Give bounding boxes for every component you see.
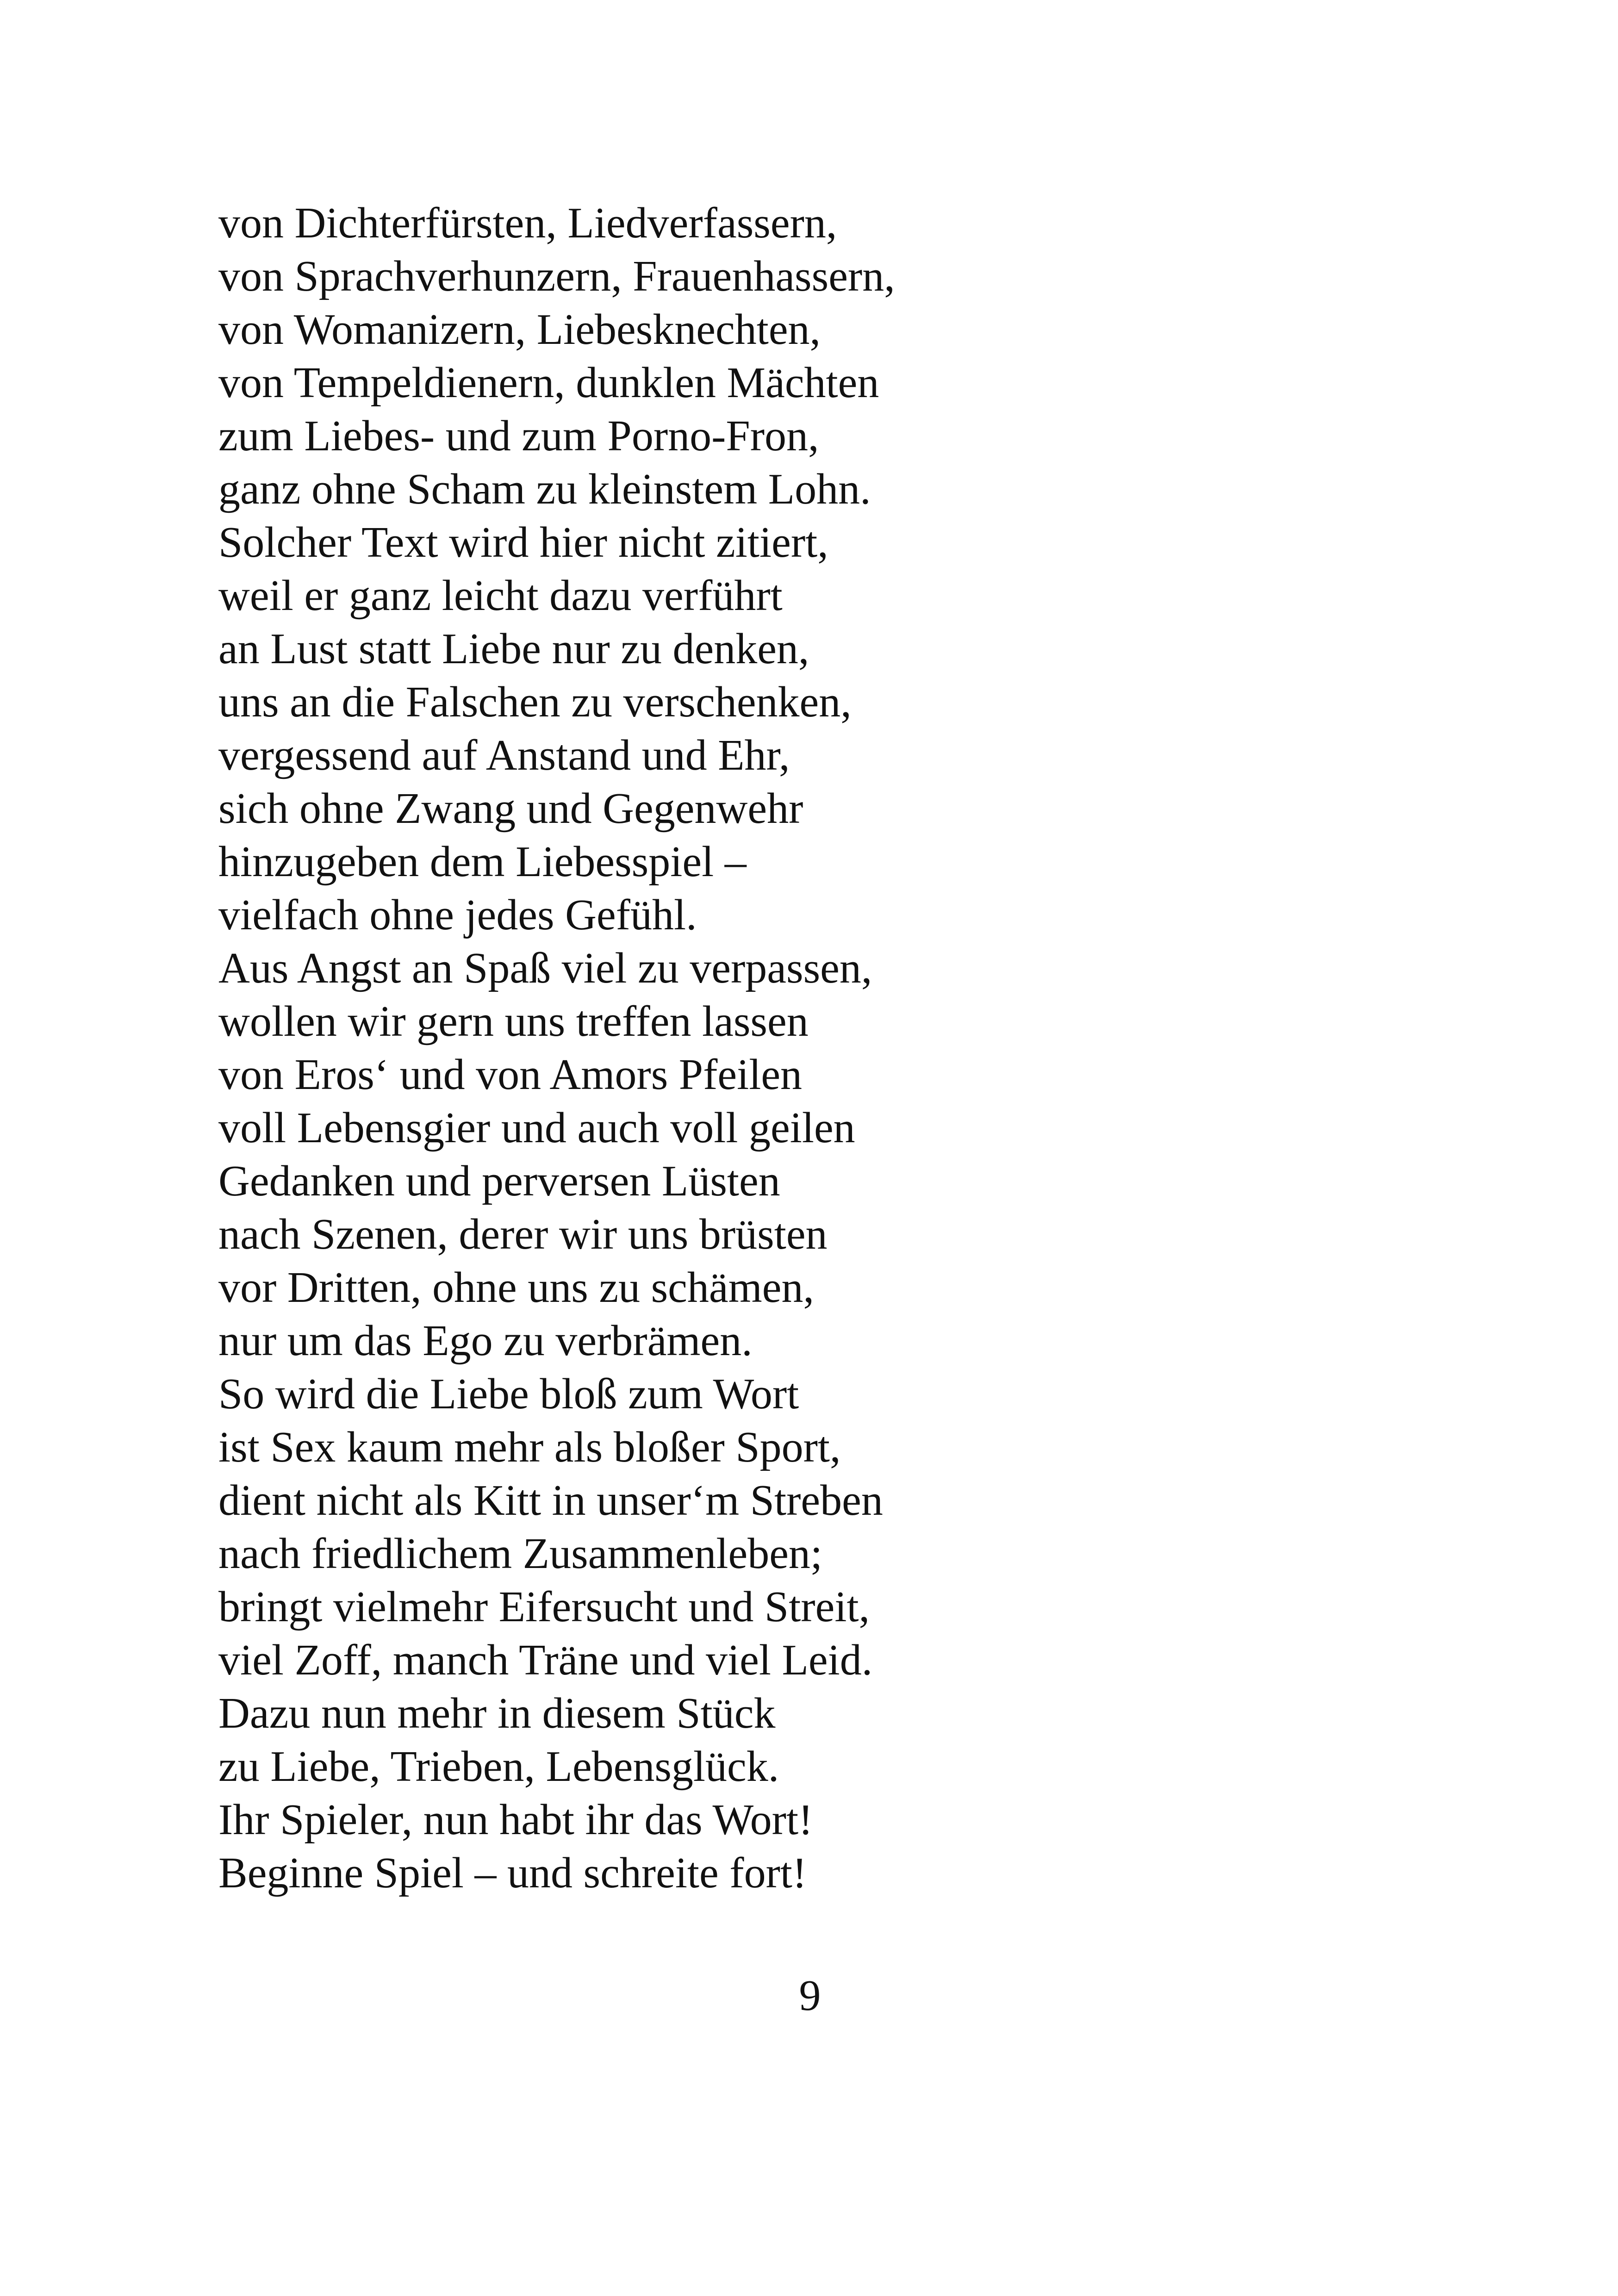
poem-line: Gedanken und perversen Lüsten (218, 1157, 780, 1205)
poem-line: von Womanizern, Liebesknechten, (218, 305, 821, 354)
poem-text (218, 197, 1468, 1900)
poem-line: bringt vielmehr Eifersucht und Streit, (218, 1583, 870, 1631)
poem-line: an Lust statt Liebe nur zu denken, (218, 625, 809, 673)
poem-line: zu Liebe, Trieben, Lebensglück. (218, 1742, 779, 1791)
poem-line: nach friedlichem Zusammenleben; (218, 1530, 823, 1578)
poem-line: von Eros‘ und von Amors Pfeilen (218, 1051, 803, 1099)
poem-line: sich ohne Zwang und Gegenwehr (218, 784, 803, 833)
poem-line: Ihr Spieler, nun habt ihr das Wort! (218, 1796, 813, 1844)
poem-line: uns an die Falschen zu verschenken, (218, 678, 852, 726)
poem-line: Solcher Text wird hier nicht zitiert, (218, 518, 828, 566)
poem-line: vergessend auf Anstand und Ehr, (218, 731, 790, 779)
poem-line: vielfach ohne jedes Gefühl. (218, 891, 697, 939)
poem-line: So wird die Liebe bloß zum Wort (218, 1370, 799, 1418)
poem-line: wollen wir gern uns treffen lassen (218, 997, 809, 1045)
poem-line: voll Lebensgier und auch voll geilen (218, 1104, 855, 1152)
poem-line: weil er ganz leicht dazu verführt (218, 572, 783, 620)
poem-line: nach Szenen, derer wir uns brüsten (218, 1210, 828, 1258)
poem-line: ganz ohne Scham zu kleinstem Lohn. (218, 465, 871, 513)
poem-line: ist Sex kaum mehr als bloßer Sport, (218, 1423, 841, 1471)
poem-line: hinzugeben dem Liebesspiel – (218, 838, 747, 886)
poem-line: von Tempeldienern, dunklen Mächten (218, 359, 879, 407)
poem-line: von Dichterfürsten, Liedverfassern, (218, 199, 837, 247)
poem-line: Aus Angst an Spaß viel zu verpassen, (218, 944, 872, 992)
poem-line: Beginne Spiel – und schreite fort! (218, 1849, 807, 1897)
poem-line: zum Liebes- und zum Porno-Fron, (218, 412, 819, 460)
poem-line: von Sprachverhunzern, Frauenhassern, (218, 252, 895, 300)
poem-line: vor Dritten, ohne uns zu schämen, (218, 1263, 814, 1312)
page-number: 9 (799, 1972, 821, 2020)
poem-line: nur um das Ego zu verbrämen. (218, 1317, 753, 1365)
poem-line: Dazu nun mehr in diesem Stück (218, 1689, 776, 1737)
poem-line: dient nicht als Kitt in unser‘m Streben (218, 1476, 883, 1524)
poem-line: viel Zoff, manch Träne und viel Leid. (218, 1636, 873, 1684)
